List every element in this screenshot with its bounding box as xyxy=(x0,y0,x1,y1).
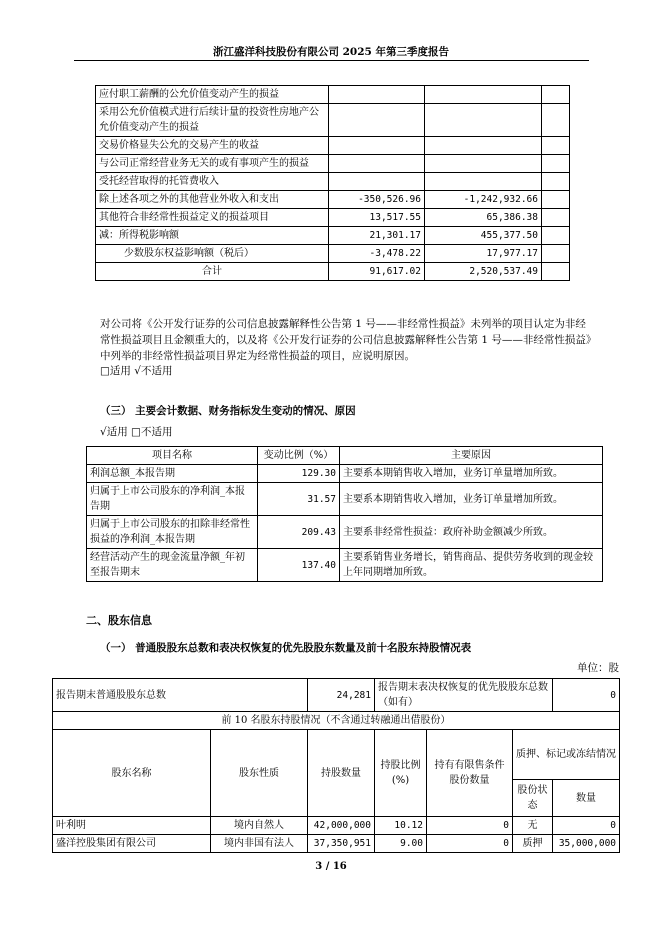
item-cell: 应付职工薪酬的公允价值变动产生的损益 xyxy=(96,86,329,104)
percentage-cell: 9.00 xyxy=(375,835,427,853)
note-cell xyxy=(542,191,570,209)
total-shareholders-value: 24,281 xyxy=(308,679,375,712)
table-row xyxy=(96,155,570,173)
table-header-row xyxy=(53,730,620,780)
shareholder-nature-cell: 境内非国有法人 xyxy=(211,835,308,853)
percentage-cell: 10.12 xyxy=(375,817,427,835)
reason-cell: 主要系非经常性损益：政府补助金额减少所致。 xyxy=(340,516,603,549)
status-cell: 无 xyxy=(513,817,553,835)
page-number: 3 / 16 xyxy=(315,861,347,872)
restricted-cell: 0 xyxy=(427,835,513,853)
preferred-shareholders-label: 报告期末表决权恢复的优先股股东总数（如有） xyxy=(375,679,553,712)
ytd-cell xyxy=(425,86,542,104)
section2-1-title: （一） 普通股股东总数和表决权恢复的优先股股东数量及前十名股东持股情况表 xyxy=(100,642,472,654)
current-cell xyxy=(329,155,425,173)
header-shareholder-nature: 股东性质 xyxy=(211,730,308,817)
note-cell xyxy=(542,86,570,104)
ytd-cell: 455,377.50 xyxy=(425,227,542,245)
header-quantity: 持股数量 xyxy=(308,730,375,817)
header-change-ratio: 变动比例（%） xyxy=(258,447,340,465)
ytd-cell xyxy=(425,173,542,191)
nonrecurring-gains-table xyxy=(95,85,570,281)
section3-title: （三） 主要会计数据、财务指标发生变动的情况、原因 xyxy=(100,405,356,417)
ytd-cell: 2,520,537.49 xyxy=(425,263,542,281)
ratio-cell: 31.57 xyxy=(258,483,340,516)
ytd-cell xyxy=(425,155,542,173)
table-row xyxy=(96,104,570,137)
applicability-check-1: □适用 √不适用 xyxy=(100,365,173,377)
shareholder-name-cell: 叶利明 xyxy=(53,817,211,835)
table-header-row xyxy=(87,447,603,465)
table-row xyxy=(96,86,570,104)
current-cell xyxy=(329,173,425,191)
table-row xyxy=(87,549,603,582)
table-row xyxy=(87,516,603,549)
table-row xyxy=(96,263,570,281)
ytd-cell xyxy=(425,137,542,155)
explanation-paragraph: 对公司将《公开发行证券的公司信息披露解释性公告第 1 号——非经常性损益》未列举的项目认定为非经常性损益项目且金额重大的，以及将《公开发行证券的公司信息披露解释性公告第 1 号——非经常性损益》中列举的非经常性损益项目界定为经常性损益的项目，应说明原因。 xyxy=(100,318,592,362)
ytd-cell: 65,386.38 xyxy=(425,209,542,227)
item-cell: 采用公允价值模式进行后续计量的投资性房地产公允价值变动产生的损益 xyxy=(96,104,329,137)
count-cell: 35,000,000 xyxy=(553,835,620,853)
note-cell xyxy=(542,155,570,173)
table-row xyxy=(96,245,570,263)
preferred-shareholders-value: 0 xyxy=(553,679,620,712)
item-cell: 受托经营取得的托管费收入 xyxy=(96,173,329,191)
item-cell: 减：所得税影响额 xyxy=(96,227,329,245)
header-count: 数量 xyxy=(553,780,620,817)
header-status: 股份状态 xyxy=(513,780,553,817)
item-cell: 少数股东权益影响额（税后） xyxy=(96,245,329,263)
changes-table xyxy=(86,446,603,582)
applicability-check-2: √适用 □不适用 xyxy=(100,426,173,438)
current-cell: 13,517.55 xyxy=(329,209,425,227)
table-row xyxy=(53,817,620,835)
note-cell xyxy=(542,263,570,281)
restricted-cell: 0 xyxy=(427,817,513,835)
item-name-cell: 经营活动产生的现金流量净额_年初至报告期末 xyxy=(87,549,258,582)
table-row xyxy=(53,712,620,730)
status-cell: 质押 xyxy=(513,835,553,853)
header-divider xyxy=(74,60,589,61)
current-cell: 21,301.17 xyxy=(329,227,425,245)
note-cell xyxy=(542,245,570,263)
ytd-cell xyxy=(425,104,542,137)
table-row xyxy=(96,191,570,209)
current-cell xyxy=(329,137,425,155)
header-shareholder-name: 股东名称 xyxy=(53,730,211,817)
total-shareholders-label: 报告期末普通股股东总数 xyxy=(53,679,308,712)
page-header: 浙江盛洋科技股份有限公司 2025 年第三季度报告 xyxy=(212,46,450,58)
item-name-cell: 归属于上市公司股东的扣除非经常性损益的净利润_本报告期 xyxy=(87,516,258,549)
current-cell: -3,478.22 xyxy=(329,245,425,263)
header-pledge: 质押、标记或冻结情况 xyxy=(513,730,620,780)
unit-label: 单位：股 xyxy=(577,662,619,674)
item-cell: 与公司正常经营业务无关的或有事项产生的损益 xyxy=(96,155,329,173)
table-row xyxy=(53,835,620,853)
reason-cell: 主要系销售业务增长，销售商品、提供劳务收到的现金较上年同期增加所致。 xyxy=(340,549,603,582)
table-row xyxy=(96,227,570,245)
quantity-cell: 37,350,951 xyxy=(308,835,375,853)
ratio-cell: 137.40 xyxy=(258,549,340,582)
ratio-cell: 209.43 xyxy=(258,516,340,549)
table-row xyxy=(53,679,620,712)
ratio-cell: 129.30 xyxy=(258,465,340,483)
note-cell xyxy=(542,104,570,137)
shareholder-nature-cell: 境内自然人 xyxy=(211,817,308,835)
note-cell xyxy=(542,173,570,191)
note-cell xyxy=(542,227,570,245)
current-cell xyxy=(329,86,425,104)
header-reason: 主要原因 xyxy=(340,447,603,465)
ytd-cell: -1,242,932.66 xyxy=(425,191,542,209)
shareholder-name-cell: 盛洋控股集团有限公司 xyxy=(53,835,211,853)
item-name-cell: 归属于上市公司股东的净利润_本报告期 xyxy=(87,483,258,516)
current-cell: 91,617.02 xyxy=(329,263,425,281)
item-cell: 其他符合非经常性损益定义的损益项目 xyxy=(96,209,329,227)
current-cell xyxy=(329,104,425,137)
ytd-cell: 17,977.17 xyxy=(425,245,542,263)
count-cell: 0 xyxy=(553,817,620,835)
table-row xyxy=(87,465,603,483)
table-row xyxy=(96,209,570,227)
current-cell: -350,526.96 xyxy=(329,191,425,209)
header-percentage: 持股比例(%) xyxy=(375,730,427,817)
total-label-cell: 合计 xyxy=(96,263,329,281)
item-cell: 交易价格显失公允的交易产生的收益 xyxy=(96,137,329,155)
note-cell xyxy=(542,137,570,155)
reason-cell: 主要系本期销售收入增加，业务订单量增加所致。 xyxy=(340,483,603,516)
reason-cell: 主要系本期销售收入增加，业务订单量增加所致。 xyxy=(340,465,603,483)
quantity-cell: 42,000,000 xyxy=(308,817,375,835)
table-row xyxy=(87,483,603,516)
header-restricted: 持有有限售条件股份数量 xyxy=(427,730,513,817)
header-item-name: 项目名称 xyxy=(87,447,258,465)
shareholders-table xyxy=(52,678,620,853)
note-cell xyxy=(542,209,570,227)
section2-title: 二、股东信息 xyxy=(86,614,152,627)
table-row xyxy=(96,137,570,155)
table-row xyxy=(96,173,570,191)
top10-title: 前 10 名股东持股情况（不含通过转融通出借股份） xyxy=(53,712,620,730)
item-name-cell: 利润总额_本报告期 xyxy=(87,465,258,483)
item-cell: 除上述各项之外的其他营业外收入和支出 xyxy=(96,191,329,209)
